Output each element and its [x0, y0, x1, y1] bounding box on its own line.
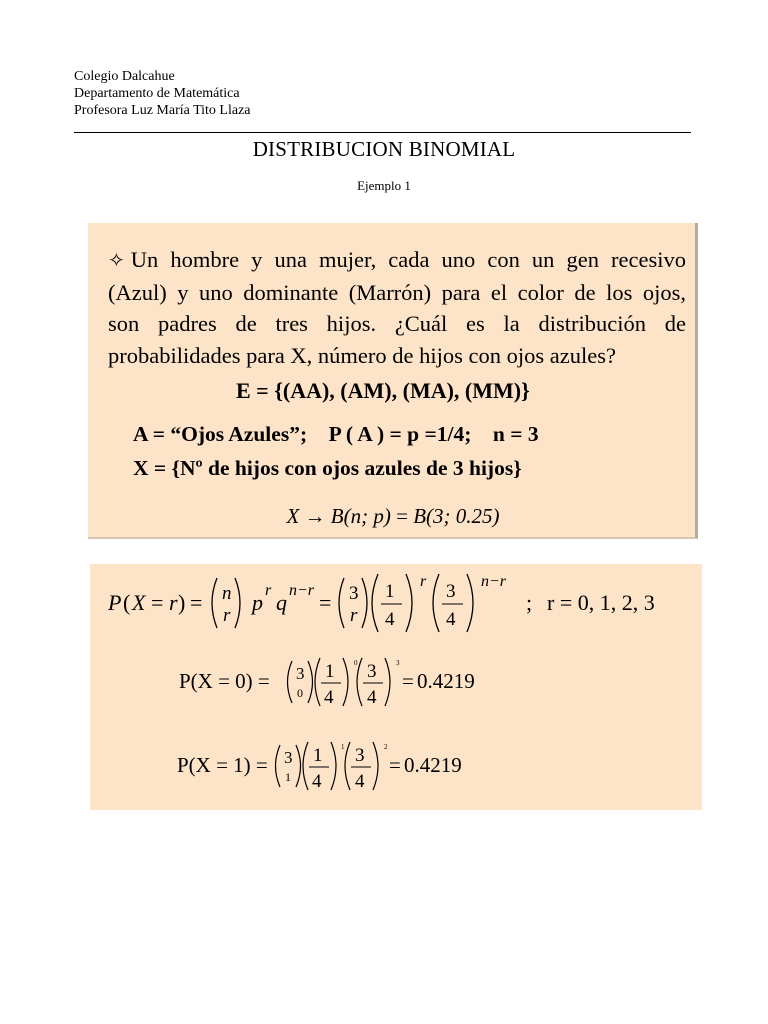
- svg-text:0: 0: [297, 686, 303, 700]
- sample-space: E = {(AA), (AM), (MA), (MM)}: [236, 378, 530, 403]
- svg-text:(: (: [123, 590, 131, 615]
- svg-text:): ): [178, 590, 186, 615]
- svg-text:4: 4: [312, 771, 322, 792]
- problem-line-2: (Azul) y uno dominante (Marrón) para el color de los ojos,: [108, 279, 686, 305]
- formula-box: [90, 564, 702, 810]
- svg-text:4: 4: [324, 687, 334, 708]
- distribution-formula: [88, 504, 698, 529]
- svg-text:4: 4: [367, 687, 377, 708]
- svg-text:3: 3: [296, 664, 305, 683]
- teacher-name: Profesora Luz María Tito Llaza: [74, 103, 251, 118]
- svg-text:4: 4: [446, 609, 456, 630]
- svg-text:r: r: [350, 605, 358, 626]
- p-x-equals-1: [177, 742, 462, 792]
- dist-generic: B(n; p): [330, 504, 391, 528]
- problem-statement: [108, 244, 686, 371]
- school-name: Colegio Dalcahue: [74, 69, 175, 84]
- svg-text:=: =: [389, 753, 401, 777]
- svg-text:P: P: [108, 590, 122, 615]
- svg-text:=: =: [151, 590, 164, 615]
- four-pointed-star-icon: ✧: [108, 248, 125, 272]
- svg-text:4: 4: [355, 771, 365, 792]
- svg-text:2: 2: [384, 743, 388, 751]
- binomial-formulas: [90, 564, 702, 810]
- dist-lhs: X: [286, 504, 300, 528]
- svg-text:1: 1: [385, 581, 395, 602]
- svg-text:3: 3: [284, 748, 293, 767]
- dist-specific: B(3; 0.25): [413, 504, 500, 528]
- svg-text:3: 3: [367, 661, 377, 682]
- svg-text:n−r: n−r: [289, 582, 315, 599]
- svg-text:3: 3: [349, 583, 359, 604]
- svg-text:1: 1: [325, 661, 335, 682]
- svg-text:1: 1: [313, 745, 323, 766]
- svg-text:X: X: [132, 590, 146, 615]
- svg-text:r: r: [223, 605, 231, 626]
- svg-text:n: n: [222, 583, 232, 604]
- svg-text:r: r: [169, 590, 178, 615]
- dist-equals: =: [396, 504, 408, 528]
- svg-text:3: 3: [446, 581, 456, 602]
- dist-arrow: →: [304, 504, 326, 528]
- general-formula: [107, 573, 655, 632]
- problem-line-1-text: Un hombre y una mujer, cada uno con un gen recesivo: [130, 247, 686, 272]
- problem-line-3: son padres de tres hijos. ¿Cuál es la distribución de: [108, 311, 686, 336]
- svg-text:0: 0: [354, 659, 358, 667]
- problem-line-4: probabilidades para X, número de hijos con ojos azules?: [108, 342, 616, 368]
- p0-label: P(X = 0) =: [179, 669, 270, 693]
- p1-result: 0.4219: [404, 753, 462, 777]
- page-title: DISTRIBUCION BINOMIAL: [252, 137, 516, 161]
- header-divider: [74, 132, 691, 133]
- problem-box: [88, 223, 698, 539]
- problem-line-1: [108, 244, 686, 277]
- svg-text:n−r: n−r: [481, 573, 507, 590]
- svg-text:=: =: [402, 669, 414, 693]
- svg-text:3: 3: [355, 745, 365, 766]
- example-label: Ejemplo 1: [357, 178, 411, 193]
- svg-text:r: r: [420, 573, 427, 590]
- svg-text:q: q: [276, 590, 287, 615]
- svg-text:=: =: [319, 590, 332, 615]
- p-x-equals-0: [179, 658, 475, 708]
- p0-result: 0.4219: [417, 669, 475, 693]
- p1-label: P(X = 1) =: [177, 753, 268, 777]
- svg-text:1: 1: [341, 743, 345, 751]
- svg-text:1: 1: [285, 770, 291, 784]
- svg-text:=: =: [190, 590, 203, 615]
- r-range: r = 0, 1, 2, 3: [547, 590, 655, 615]
- svg-text:p: p: [252, 590, 263, 615]
- svg-text:r: r: [265, 582, 272, 599]
- variable-definition: X = {Nº de hijos con ojos azules de 3 hijos}: [133, 456, 522, 480]
- event-definition: A = “Ojos Azules”; P ( A ) = p =1/4; n = 3: [133, 422, 539, 446]
- svg-text:4: 4: [385, 609, 395, 630]
- department-name: Departamento de Matemática: [74, 86, 240, 101]
- svg-text:;: ;: [526, 590, 533, 615]
- svg-text:3: 3: [396, 659, 400, 667]
